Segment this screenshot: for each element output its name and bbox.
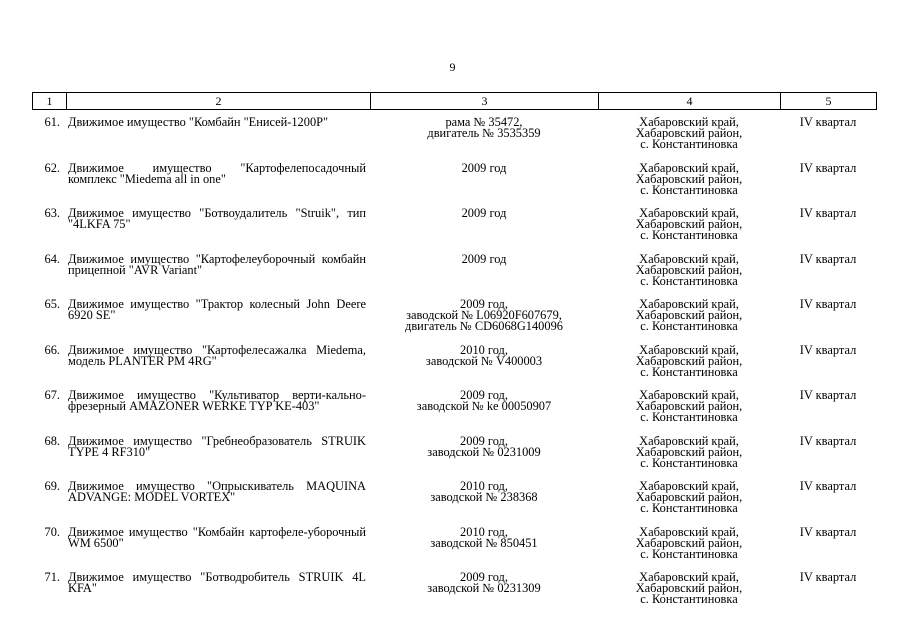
row-description: Движимое имущество "Картофелеуборочный комбайн прицепной "AVR Variant" — [68, 251, 366, 277]
row-details — [370, 390, 598, 436]
location-line: с. Константиновка — [640, 410, 738, 424]
row-details — [370, 481, 598, 527]
page-number: 9 — [449, 60, 456, 74]
location-line: Хабаровский край, — [639, 297, 739, 311]
detail-line: 2009 год, — [460, 570, 508, 584]
location-line: Хабаровский район, — [635, 126, 743, 140]
column-header-4: 4 — [599, 93, 781, 110]
detail-line: 2009 год — [461, 251, 507, 266]
location-line: с. Константиновка — [640, 364, 738, 379]
column-header-2: 2 — [67, 93, 371, 110]
row-quarter: IV квартал — [799, 388, 857, 402]
row-quarter: IV квартал — [799, 433, 857, 448]
row-quarter: IV квартал — [799, 342, 857, 357]
location-line: с. Константиновка — [640, 501, 738, 515]
location-line: Хабаровский район, — [635, 444, 743, 459]
row-details — [370, 342, 598, 391]
row-number: 63. — [44, 206, 60, 220]
table-row — [32, 481, 876, 527]
row-location — [598, 160, 780, 209]
location-line: Хабаровский край, — [639, 206, 739, 220]
location-line: с. Константиновка — [640, 228, 738, 242]
location-line: Хабаровский край, — [639, 160, 739, 175]
row-details — [370, 524, 598, 573]
row-quarter: IV квартал — [799, 160, 857, 175]
location-line: Хабаровский край, — [639, 570, 739, 584]
row-location — [598, 390, 780, 436]
location-line: Хабаровский район, — [635, 535, 743, 550]
detail-line: заводской № 850451 — [430, 535, 538, 550]
detail-line: 2009 год — [461, 160, 507, 175]
location-line: Хабаровский район, — [635, 171, 743, 186]
location-line: с. Константиновка — [640, 319, 738, 333]
row-number: 61. — [44, 115, 60, 129]
location-line: с. Константиновка — [640, 546, 738, 561]
table-row — [32, 342, 876, 391]
detail-line: заводской № 0231309 — [427, 581, 541, 595]
row-location — [598, 117, 780, 163]
location-line: Хабаровский край, — [639, 433, 739, 448]
row-number: 71. — [44, 570, 60, 584]
detail-line: заводской № L06920F607679, — [406, 308, 562, 322]
row-quarter: IV квартал — [799, 524, 857, 539]
location-line: с. Константиновка — [640, 592, 738, 606]
detail-line: 2010 год, — [460, 479, 508, 493]
detail-line: двигатель № CD6068G140096 — [405, 319, 563, 333]
row-details — [370, 572, 598, 618]
row-description: Движимое имущество "Ботвоудалитель "Struik", тип "4LKFA 75" — [68, 206, 366, 231]
column-header-5: 5 — [781, 93, 877, 110]
column-header-1: 1 — [33, 93, 67, 110]
location-line: Хабаровский край, — [639, 251, 739, 266]
table-row — [32, 117, 876, 163]
detail-line: 2009 год — [461, 206, 507, 220]
location-line: Хабаровский район, — [635, 308, 743, 322]
location-line: Хабаровский район, — [635, 490, 743, 504]
location-line: с. Константиновка — [640, 137, 738, 151]
column-header-row — [33, 93, 877, 110]
row-location — [598, 251, 780, 300]
detail-line: 2009 год, — [460, 433, 508, 448]
location-line: Хабаровский район, — [635, 399, 743, 413]
row-number: 66. — [44, 342, 60, 357]
column-header-3: 3 — [371, 93, 599, 110]
detail-line: заводской № ke 00050907 — [416, 399, 552, 413]
row-number: 69. — [44, 479, 60, 493]
row-description: Движимое имущество "Гребнеобразователь STRUIK TYPE 4 RF310" — [68, 433, 366, 459]
row-description: Движимое имущество "Картофелесажалка Miedema, модель PLANTER PM 4RG" — [68, 342, 366, 368]
row-description: Движимое имущество "Комбайн картофеле-уборочный WM 6500" — [68, 524, 366, 550]
location-line: с. Константиновка — [640, 182, 738, 197]
table-row — [32, 572, 876, 618]
row-description: Движимое имущество "Трактор колесный John Deere 6920 SE" — [68, 297, 366, 322]
location-line: Хабаровский район, — [635, 217, 743, 231]
table-row — [32, 390, 876, 436]
row-quarter: IV квартал — [799, 206, 857, 220]
row-quarter: IV квартал — [799, 297, 857, 311]
row-details — [370, 433, 598, 482]
table-row — [32, 524, 876, 573]
detail-line: двигатель № 3535359 — [427, 126, 541, 140]
table-row — [32, 160, 876, 209]
location-line: Хабаровский край, — [639, 342, 739, 357]
row-details — [370, 208, 598, 254]
location-line: Хабаровский край, — [639, 524, 739, 539]
location-line: Хабаровский район, — [635, 353, 743, 368]
row-details — [370, 117, 598, 163]
row-description: Движимое имущество "Опрыскиватель MAQUINA ADVANGE: MODEL VORTEX" — [68, 479, 366, 504]
row-description: Движимое имущество "Комбайн "Енисей-1200Р" — [68, 115, 329, 129]
table-row — [32, 251, 876, 300]
location-line: с. Константиновка — [640, 273, 738, 288]
row-number: 70. — [44, 524, 60, 539]
location-line: Хабаровский край, — [639, 388, 739, 402]
row-number: 64. — [44, 251, 60, 266]
detail-line: 2009 год, — [460, 388, 508, 402]
table-row — [32, 433, 876, 482]
table-body — [32, 117, 876, 618]
row-location — [598, 481, 780, 527]
location-line: с. Константиновка — [640, 455, 738, 470]
row-location — [598, 524, 780, 573]
detail-line: 2010 год, — [460, 342, 508, 357]
row-description: Движимое имущество "Ботводробитель STRUIK 4L KFA" — [68, 570, 366, 595]
location-line: Хабаровский край, — [639, 115, 739, 129]
detail-line: 2010 год, — [460, 524, 508, 539]
detail-line: рама № 35472, — [445, 115, 523, 129]
row-location — [598, 342, 780, 391]
row-location — [598, 433, 780, 482]
detail-line: заводской № 238368 — [430, 490, 538, 504]
row-description: Движимое имущество "Культиватор верти-кально-фрезерный AMAZONER WERKE TYP KE-403" — [68, 388, 366, 413]
row-number: 67. — [44, 388, 60, 402]
table-row — [32, 299, 876, 345]
row-number: 62. — [44, 160, 60, 175]
detail-line: заводской № 0231009 — [427, 444, 541, 459]
table-row — [32, 208, 876, 254]
column-header-table — [32, 92, 877, 110]
row-quarter: IV квартал — [799, 251, 857, 266]
row-location — [598, 299, 780, 345]
location-line: Хабаровский район, — [635, 262, 743, 277]
row-quarter: IV квартал — [799, 570, 857, 584]
detail-line: заводской № V400003 — [425, 353, 543, 368]
row-description: Движимое имущество "Картофелепосадочный комплекс "Miedema all in one" — [68, 160, 366, 186]
row-quarter: IV квартал — [799, 479, 857, 493]
row-number: 65. — [44, 297, 60, 311]
detail-line: 2009 год, — [460, 297, 508, 311]
location-line: Хабаровский район, — [635, 581, 743, 595]
row-details — [370, 299, 598, 345]
location-line: Хабаровский край, — [639, 479, 739, 493]
row-details — [370, 160, 598, 209]
row-location — [598, 208, 780, 254]
row-quarter: IV квартал — [799, 115, 857, 129]
row-details — [370, 251, 598, 300]
row-location — [598, 572, 780, 618]
row-number: 68. — [44, 433, 60, 448]
